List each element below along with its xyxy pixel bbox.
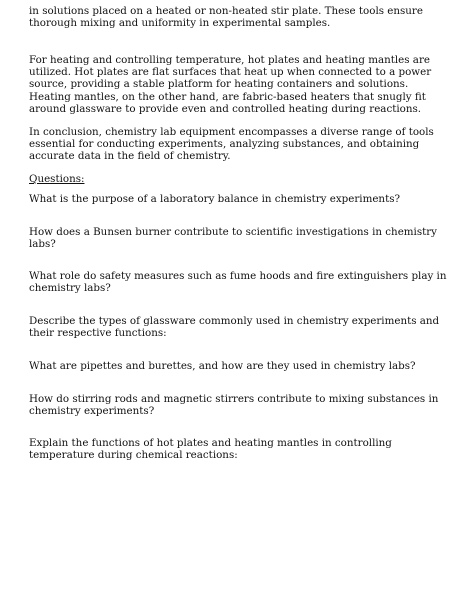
question-line: What role do safety measures such as fume hoods and fire extinguishers play in [29, 270, 447, 282]
question-item [29, 226, 459, 250]
question-line: Explain the functions of hot plates and heating mantles in controlling [29, 437, 392, 449]
question-item [29, 270, 459, 294]
question-line: chemistry labs? [29, 282, 111, 295]
questions-heading-text: Questions: [29, 173, 85, 185]
question-item [29, 193, 459, 205]
question-line: chemistry experiments? [29, 405, 155, 418]
question-item [29, 437, 459, 461]
question-line: What is the purpose of a laboratory balance in chemistry experiments? [29, 193, 401, 205]
text-line: thorough mixing and uniformity in experimental samples. [29, 17, 331, 30]
paragraph-conclusion [29, 126, 459, 163]
text-line: In conclusion, chemistry lab equipment encompasses a diverse range of tools [29, 126, 434, 138]
question-line: Describe the types of glassware commonly used in chemistry experiments and [29, 315, 440, 327]
questions-heading [29, 173, 459, 185]
question-line: How does a Bunsen burner contribute to scientific investigations in chemistry [29, 226, 438, 238]
paragraph-heating [29, 54, 459, 115]
question-item [29, 315, 459, 339]
text-line: source, providing a stable platform for heating containers and solutions. [29, 78, 409, 91]
text-line: accurate data in the field of chemistry. [29, 150, 231, 163]
question-line: How do stirring rods and magnetic stirrers contribute to mixing substances in [29, 393, 439, 405]
text-line: around glassware to provide even and controlled heating during reactions. [29, 102, 422, 115]
question-item [29, 360, 459, 372]
text-line: For heating and controlling temperature, hot plates and heating mantles are [29, 54, 430, 66]
text-line: utilized. Hot plates are flat surfaces that heat up when connected to a power [29, 66, 432, 79]
question-line: temperature during chemical reactions: [29, 449, 238, 462]
question-line: labs? [29, 238, 56, 251]
text-line: Heating mantles, on the other hand, are fabric-based heaters that snugly fit [29, 90, 426, 103]
question-line: What are pipettes and burettes, and how are they used in chemistry labs? [29, 360, 416, 372]
question-line: their respective functions: [29, 327, 167, 340]
text-line: in solutions placed on a heated or non-heated stir plate. These tools ensure [29, 5, 423, 17]
question-item [29, 393, 459, 417]
paragraph-stir-plate [29, 5, 459, 29]
text-line: essential for conducting experiments, analyzing substances, and obtaining [29, 138, 420, 151]
